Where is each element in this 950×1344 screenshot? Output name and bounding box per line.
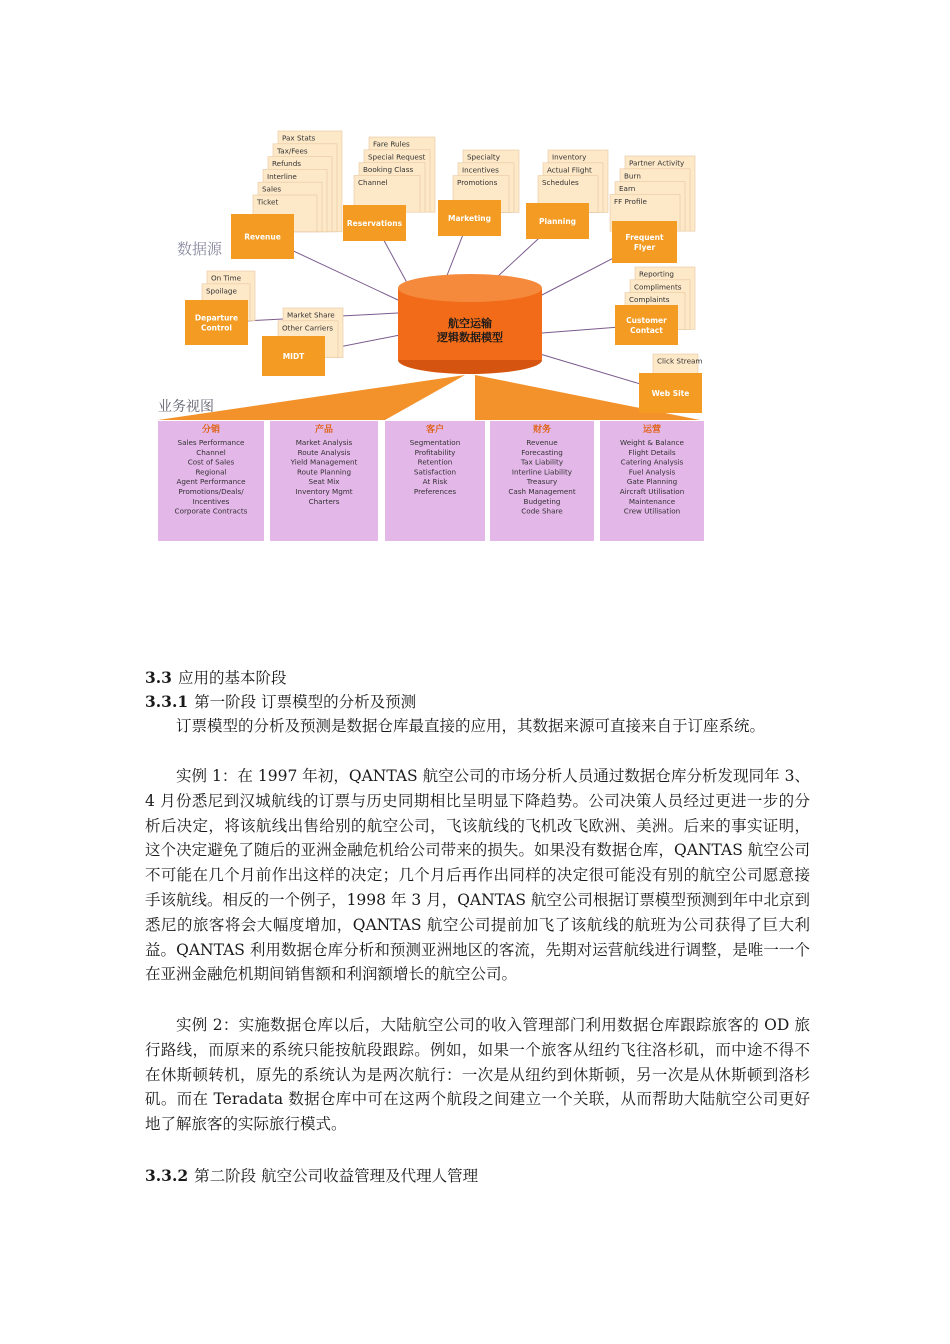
source-item-label: Fare Rules: [373, 139, 410, 149]
section-3-3-2-heading: [145, 1164, 810, 1189]
business-view-item: Gate Planning: [626, 477, 678, 487]
source-item-label: Refunds: [272, 159, 302, 169]
source-item-label: Actual Flight: [547, 165, 592, 175]
source-item-label: FF Profile: [614, 196, 647, 206]
source-box-label: Reservations: [346, 219, 403, 228]
source-item-label: Reporting: [639, 269, 674, 279]
business-view-item: Treasury: [526, 477, 558, 487]
business-view-title: 分销: [201, 425, 221, 435]
business-view-item: Cash Management: [508, 487, 576, 496]
business-view-item: At Risk: [422, 477, 448, 487]
source-box: [185, 300, 248, 345]
source-box: [615, 305, 678, 345]
source-box-label: Frequent: [625, 233, 664, 242]
source-item-label: Tax/Fees: [277, 146, 308, 156]
business-view-item: Channel: [196, 447, 226, 457]
center-title-line1: 航空运输: [448, 317, 492, 330]
source-box-label: Flyer: [633, 243, 656, 252]
business-view-item: Catering Analysis: [620, 457, 684, 467]
business-view-item: Market Analysis: [295, 438, 353, 447]
business-view-item: Inventory Mgmt: [295, 487, 353, 496]
paragraph-example-1: 实例 1：在 1997 年初，QANTAS 航空公司的市场分析人员通过数据仓库分析发现同年 3、4 月份悉尼到汉城航线的订票与历史同期相比呈明显下降趋势。公司决策人员经过更进一步的分析后决定，将该航线出售给别的航空公司，飞该航线的飞机改飞欧洲、美洲。后来的事实证明，这个决定避免了随后的亚洲金融危机给公司带来的损失。如果没有数据仓库，QANTAS 航空公司不可能在几个月前作出这样的决定；几个月后再作出同样的决定很可能没有别的航空公司愿意接手该航线。相反的一个例子，1998 年 3 月，QANTAS 航空公司根据订票模型预测到年中北京到悉尼的旅客将会大幅度增加，QANTAS 航空公司提前加飞了该航线的航班为公司获得了巨大利益。QANTAS 利用数据仓库分析和预测亚洲地区的客流，先期对运营航线进行调整，是唯一一个在亚洲金融危机期间销售额和利润额增长的航空公司。: [145, 767, 810, 984]
source-revenue: [231, 131, 342, 259]
source-item-label: Market Share: [287, 310, 335, 320]
source-web-site: [639, 354, 702, 413]
business-view-item: Aircraft Utilisation: [619, 487, 685, 496]
source-box-label: Departure: [194, 313, 239, 323]
business-view-item: Seat Mix: [308, 477, 340, 487]
source-box-label: Marketing: [448, 214, 491, 223]
source-frequent-flyer: [610, 156, 695, 263]
business-view-item: Revenue: [526, 438, 558, 447]
source-midt: [262, 308, 343, 376]
paragraph-1: 订票模型的分析及预测是数据仓库最直接的应用，其数据来源可直接来自于订座系统。: [176, 717, 766, 735]
source-item-label: Interline: [267, 171, 297, 181]
section-title: 应用的基本阶段: [177, 669, 287, 687]
section-3-3-heading: [145, 666, 810, 691]
business-view-item: Weight & Balance: [620, 438, 684, 447]
section-title: 第二阶段 航空公司收益管理及代理人管理: [194, 1167, 479, 1185]
business-view-item: Corporate Contracts: [174, 506, 248, 516]
business-view-title: 运营: [642, 425, 662, 435]
section-number: 3.3: [145, 668, 172, 687]
business-view-1: [158, 421, 264, 541]
business-view-item: Retention: [417, 457, 453, 467]
source-item-label: Other Carriers: [282, 323, 334, 333]
source-departure-control: [185, 271, 255, 345]
business-view-title: 客户: [425, 425, 445, 435]
airline-data-model-diagram: [150, 125, 710, 550]
section-number: 3.3.2: [145, 1166, 189, 1185]
source-box-label: Planning: [538, 217, 577, 226]
business-view-item: Charters: [308, 496, 340, 506]
business-view-2: [270, 421, 378, 541]
center-title-line2: 逻辑数据模型: [437, 331, 503, 344]
business-view-item: Promotions/Deals/: [178, 487, 244, 496]
source-item-label: Booking Class: [363, 165, 414, 175]
business-view-item: Crew Utilisation: [623, 506, 681, 516]
source-box-label: MIDT: [282, 352, 305, 361]
business-view-item: Regional: [195, 467, 227, 477]
source-box-label: Revenue: [244, 232, 281, 242]
business-view-item: Preferences: [413, 487, 457, 496]
source-item-label: Spoilage: [206, 286, 237, 296]
source-item-label: Complaints: [629, 295, 670, 305]
source-item-label: Earn: [619, 184, 636, 194]
source-customer-contact: [615, 267, 695, 345]
business-view-item: Profitability: [414, 447, 456, 457]
paragraph-example-2: 实例 2：实施数据仓库以后，大陆航空公司的收入管理部门利用数据仓库跟踪旅客的 OD 旅行路线，而原来的系统只能按航段跟踪。例如，如果一个旅客从纽约飞往洛杉矶，而中途不得不在休斯顿转机，原先的系统认为是两次航行：一次是从纽约到休斯顿，另一次是从休斯顿到洛杉矶。而在 Teradata 数据仓库中可在这两个航段之间建立一个关联，从而帮助大陆航空公司更好地了解旅客的实际旅行模式。: [145, 1016, 810, 1134]
source-reservations: [343, 137, 435, 241]
source-item-label: Promotions: [457, 178, 498, 188]
source-item-label: Compliments: [634, 282, 682, 292]
business-view-item: Interline Liability: [511, 467, 573, 477]
source-item-label: Pax Stats: [282, 133, 316, 143]
section-number: 3.3.1: [145, 692, 189, 711]
source-item-label: Ticket: [257, 197, 279, 207]
business-view-item: Forecasting: [521, 447, 563, 457]
source-item-label: Schedules: [542, 178, 579, 188]
source-marketing: [438, 150, 519, 236]
business-view-5: [600, 421, 704, 541]
source-box-label: Customer: [626, 316, 667, 325]
business-view-item: Code Share: [521, 506, 563, 516]
business-view-item: Agent Performance: [176, 477, 246, 487]
source-item-label: Special Request: [368, 152, 426, 162]
business-view-item: Yield Management: [290, 457, 358, 467]
source-box-label: Control: [200, 323, 233, 333]
business-views-label: 业务视图: [158, 399, 214, 415]
source-item-label: On Time: [211, 273, 242, 283]
source-item-label: Sales: [262, 184, 282, 194]
source-item-label: Inventory: [552, 152, 587, 162]
source-box-label: Web Site: [651, 389, 690, 398]
source-planning: [526, 150, 608, 239]
logical-data-model-cylinder: [398, 274, 542, 374]
business-view-item: Incentives: [192, 496, 230, 506]
business-view-item: Budgeting: [523, 496, 561, 506]
business-view-item: Route Planning: [296, 467, 352, 477]
source-item-label: Channel: [358, 177, 388, 187]
business-view-item: Flight Details: [628, 447, 676, 457]
business-view-item: Route Analysis: [297, 447, 351, 457]
business-view-title: 产品: [314, 425, 334, 435]
business-view-item: Sales Performance: [177, 438, 245, 447]
source-box: [612, 221, 677, 263]
data-sources-label: 数据源: [177, 240, 223, 258]
source-item-label: Incentives: [462, 165, 499, 175]
business-view-title: 财务: [532, 425, 552, 435]
business-view-item: Tax Liability: [520, 457, 564, 467]
business-view-3: [385, 421, 485, 541]
business-view-item: Maintenance: [628, 496, 676, 506]
source-item-label: Specialty: [467, 152, 500, 162]
business-view-item: Satisfaction: [413, 467, 457, 477]
business-view-item: Fuel Analysis: [628, 467, 676, 477]
source-item-label: Click Stream: [657, 356, 703, 366]
section-3-3-1-heading: [145, 690, 810, 715]
business-view-item: Cost of Sales: [187, 457, 235, 467]
business-view-item: Segmentation: [409, 438, 461, 447]
section-title: 第一阶段 订票模型的分析及预测: [194, 693, 417, 711]
business-view-4: [490, 421, 594, 541]
source-item-label: Partner Activity: [629, 158, 685, 168]
source-item-label: Burn: [624, 171, 641, 181]
source-box-label: Contact: [630, 326, 663, 335]
